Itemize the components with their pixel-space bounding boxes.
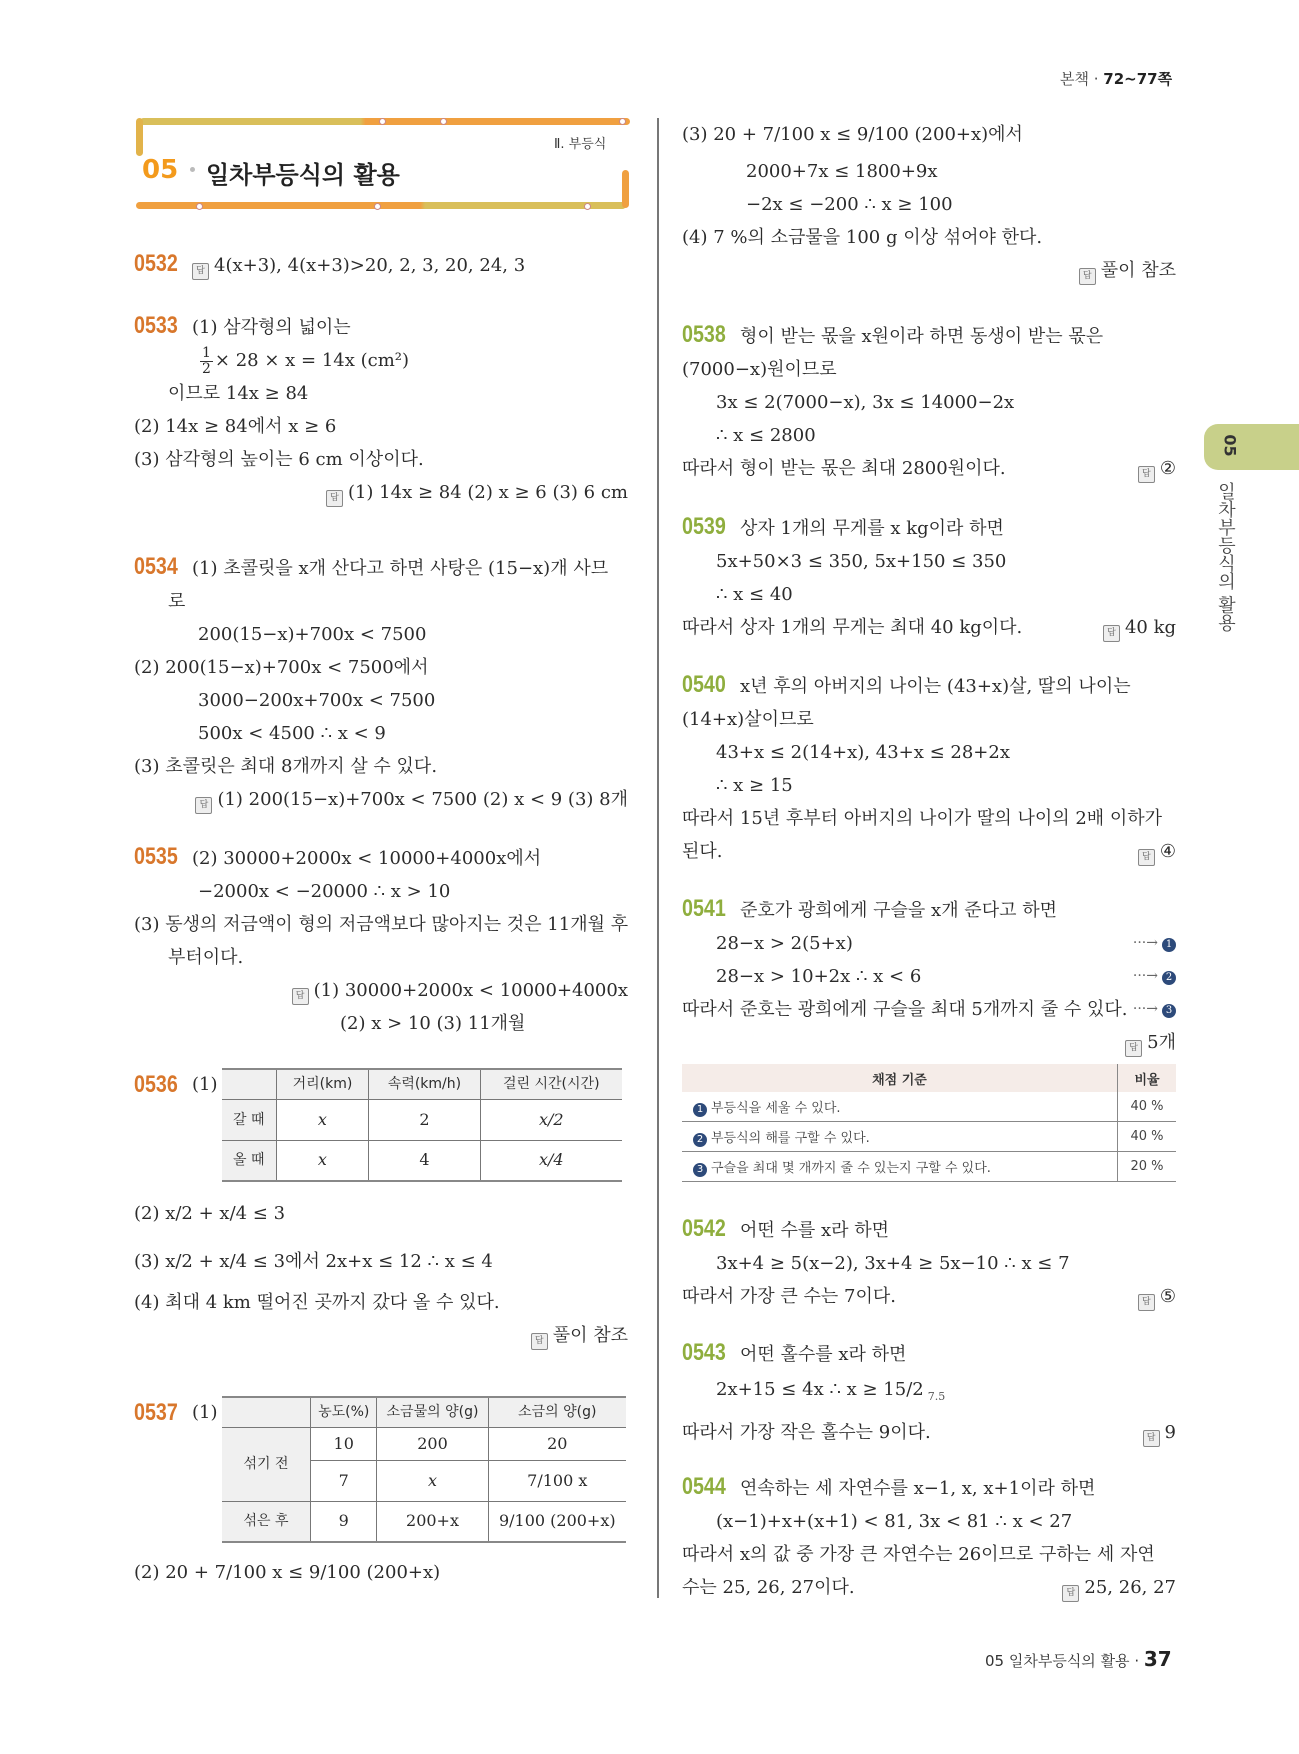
fraction-one-half: $\frac{1}{2}$ [202, 344, 211, 377]
table-cell: x/2 [538, 1109, 564, 1129]
solution-line: ∴ x ≤ 40 [716, 584, 793, 605]
banner-dot [619, 118, 626, 125]
banner-dot [584, 203, 591, 210]
rubric-criterion: 구슬을 최대 몇 개까지 줄 수 있는지 구할 수 있다. [711, 1160, 991, 1176]
answer-icon: 답 [1062, 1585, 1079, 1602]
answer-text: ⑤ [1159, 1286, 1176, 1307]
solution-line: 된다. [682, 841, 723, 862]
rubric-header-ratio: 비율 [1118, 1064, 1177, 1092]
problem-number: 0535 [134, 843, 178, 870]
solution-line: (3) x/2 + x/4 ≤ 3에서 2x+x ≤ 12 ∴ x ≤ 4 [134, 1251, 493, 1272]
solution-line: (1) 초콜릿을 x개 산다고 하면 사탕은 (15−x)개 사므 [192, 558, 609, 579]
step-marker-3 [1133, 993, 1176, 1026]
solution-line: 수는 25, 26, 27이다. [682, 1577, 855, 1598]
banner-dot [196, 203, 203, 210]
answer-text: 풀이 참조 [1100, 260, 1176, 281]
table-cell: 200+x [377, 1501, 488, 1542]
solution-line: (3) 삼각형의 높이는 6 cm 이상이다. [134, 449, 424, 470]
table-header: 속력(km/h) [369, 1069, 480, 1099]
table-header: 거리(km) [276, 1069, 369, 1099]
banner-dot [440, 118, 447, 125]
problem-0538 [682, 318, 1176, 485]
solution-line: (2) 14x ≥ 84에서 x ≥ 6 [134, 416, 337, 437]
book-ref-label: 본책 [1060, 70, 1089, 88]
solution-line: (7000−x)원이므로 [682, 359, 837, 380]
annotation-note: 7.5 [927, 1389, 946, 1403]
solution-line: 준호가 광희에게 구슬을 x개 준다고 하면 [740, 900, 1057, 921]
problem-0536 [134, 1068, 628, 1352]
solution-line: (x−1)+x+(x+1) < 81, 3x < 81 ∴ x < 27 [716, 1511, 1073, 1532]
answer-text: 9 [1164, 1421, 1176, 1443]
answer-icon: 답 [1138, 1294, 1155, 1311]
solution-line: (14+x)살이므로 [682, 709, 814, 730]
salt-water-table [222, 1396, 626, 1543]
banner-bar-bottom [136, 202, 626, 209]
arrow-icon: ···→ [1132, 1001, 1158, 1017]
part-label: (1) [192, 1074, 218, 1095]
problem-0542 [682, 1212, 1176, 1313]
rubric-criterion: 부등식을 세울 수 있다. [711, 1100, 841, 1116]
problem-number: 0544 [682, 1473, 726, 1500]
solution-line: 이므로 14x ≥ 84 [168, 383, 309, 404]
side-tab-number: 05 [1220, 434, 1240, 457]
chapter-separator-dot [190, 167, 195, 172]
table-cell: 4 [369, 1140, 480, 1181]
column-divider [657, 118, 659, 1598]
rubric-criterion: 부등식의 해를 구할 수 있다. [711, 1130, 870, 1146]
answer-text: (2) x > 10 (3) 11개월 [340, 1013, 526, 1034]
answer-icon: 답 [1138, 849, 1155, 866]
answer-icon: 답 [292, 988, 309, 1005]
table-header: 농도(%) [311, 1397, 377, 1427]
problem-0540 [682, 668, 1176, 868]
solution-line: 따라서 가장 작은 홀수는 9이다. [682, 1421, 931, 1443]
rubric-header-criteria: 채점 기준 [682, 1064, 1118, 1092]
problem-0535 [134, 840, 628, 1040]
table-cell: 9/100 (200+x) [488, 1501, 626, 1542]
problem-0534 [134, 550, 628, 816]
unit-label: Ⅱ. 부등식 [554, 137, 607, 152]
solution-line: 어떤 홀수를 x라 하면 [740, 1344, 907, 1365]
step-1-icon: 1 [1162, 938, 1176, 952]
solution-line: x년 후의 아버지의 나이는 (43+x)살, 딸의 나이는 [740, 676, 1131, 697]
solution-line: 5x+50×3 ≤ 350, 5x+150 ≤ 350 [716, 551, 1007, 572]
chapter-title: 일차부등식의 활용 [206, 161, 400, 189]
solution-line: (2) 30000+2000x < 10000+4000x에서 [192, 848, 542, 869]
banner-dot [374, 203, 381, 210]
solution-line: (2) 200(15−x)+700x < 7500에서 [134, 657, 429, 678]
chapter-banner [134, 115, 632, 211]
problem-number: 0536 [134, 1071, 178, 1098]
table-cell: 9 [311, 1501, 377, 1542]
speed-table [222, 1068, 622, 1182]
answer-text: (1) 200(15−x)+700x < 7500 (2) x < 9 (3) 8개 [217, 789, 628, 810]
table-row-label: 섞은 후 [222, 1501, 311, 1542]
solution-line: 로 [168, 591, 186, 612]
book-ref-pages: 72~77쪽 [1103, 70, 1173, 88]
grading-rubric-table [682, 1064, 1176, 1182]
solution-line: (3) 20 + 7/100 x ≤ 9/100 (200+x)에서 [682, 124, 1023, 145]
table-cell: x [427, 1470, 438, 1490]
answer-text: 5개 [1147, 1032, 1176, 1053]
footer-chapter: 05 일차부등식의 활용 [985, 1652, 1130, 1670]
table-cell: 10 [311, 1427, 377, 1460]
answer-icon: 답 [326, 490, 343, 507]
arrow-icon: ···→ [1132, 968, 1158, 984]
table-cell: 7/100 x [488, 1460, 626, 1501]
table-header: 소금의 양(g) [488, 1397, 626, 1427]
solution-line: (2) 20 + 7/100 x ≤ 9/100 (200+x) [134, 1562, 441, 1583]
solution-line: 따라서 가장 큰 수는 7이다. [682, 1286, 896, 1307]
step-marker-2 [1133, 960, 1176, 993]
solution-line: 28−x > 2(5+x) [716, 933, 853, 954]
problem-0543 [682, 1336, 1176, 1449]
problem-number: 0534 [134, 553, 178, 580]
solution-line: (3) 초콜릿은 최대 8개까지 살 수 있다. [134, 756, 438, 777]
rubric-ratio: 40 % [1118, 1122, 1177, 1152]
solution-line: ∴ x ≤ 2800 [716, 425, 816, 446]
answer-text: 4(x+3), 4(x+3)>20, 2, 3, 20, 24, 3 [214, 255, 526, 276]
table-cell: x/4 [538, 1150, 564, 1170]
table-cell: x [317, 1109, 327, 1129]
table-header [222, 1069, 276, 1099]
step-2-icon: 2 [1162, 971, 1176, 985]
problem-0532 [134, 247, 628, 282]
solution-line: 형이 받는 몫을 x원이라 하면 동생이 받는 몫은 [740, 326, 1104, 347]
table-header: 소금물의 양(g) [377, 1397, 488, 1427]
solution-line: 2000+7x ≤ 1800+9x [746, 161, 938, 182]
solution-line: × 28 × x = 14x (cm²) [214, 350, 410, 371]
chapter-number: 05 [142, 155, 179, 185]
solution-line: (4) 7 %의 소금물을 100 g 이상 섞어야 한다. [682, 227, 1043, 248]
answer-icon: 답 [1079, 268, 1096, 285]
table-cell: 7 [311, 1460, 377, 1501]
problem-number: 0539 [682, 513, 726, 540]
answer-text: ② [1159, 458, 1176, 479]
problem-0544 [682, 1470, 1176, 1604]
answer-text: (1) 14x ≥ 84 (2) x ≥ 6 (3) 6 cm [347, 482, 628, 503]
banner-bar-left [136, 118, 143, 156]
answer-text: ④ [1159, 841, 1176, 862]
solution-line: 따라서 형이 받는 몫은 최대 2800원이다. [682, 458, 1006, 479]
problem-number: 0542 [682, 1215, 726, 1242]
part-label: (1) [192, 1402, 218, 1423]
solution-line: (1) 삼각형의 넓이는 [192, 317, 351, 338]
problem-0541 [682, 892, 1176, 1059]
arrow-icon: ···→ [1132, 935, 1158, 951]
answer-icon: 답 [1138, 466, 1155, 483]
solution-line: 따라서 x의 값 중 가장 큰 자연수는 26이므로 구하는 세 자연 [682, 1544, 1155, 1565]
solution-line: 어떤 수를 x라 하면 [740, 1220, 890, 1241]
chapter-side-tab[interactable] [1204, 424, 1299, 470]
solution-line: −2000x < −20000 ∴ x > 10 [198, 881, 451, 902]
answer-text: 25, 26, 27 [1084, 1577, 1176, 1598]
solution-line: 3x+4 ≥ 5(x−2), 3x+4 ≥ 5x−10 ∴ x ≤ 7 [716, 1253, 1070, 1274]
table-row-label: 섞기 전 [222, 1427, 311, 1501]
answer-text: 40 kg [1124, 617, 1176, 638]
table-cell: 갈 때 [222, 1099, 276, 1140]
problem-0539 [682, 510, 1176, 644]
answer-icon: 답 [192, 263, 209, 280]
table-header: 걸린 시간(시간) [480, 1069, 622, 1099]
solution-line: 28−x > 10+2x ∴ x < 6 [716, 966, 922, 987]
table-cell: x [317, 1150, 327, 1170]
solution-line: 따라서 준호는 광희에게 구슬을 최대 5개까지 줄 수 있다. [682, 999, 1128, 1020]
problem-number: 0543 [682, 1339, 726, 1366]
answer-icon: 답 [1125, 1040, 1142, 1057]
solution-line: 부터이다. [168, 947, 244, 968]
answer-icon: 답 [1103, 625, 1120, 642]
problem-0533 [134, 309, 628, 509]
page-footer: 05 일차부등식의 활용 · 37 [985, 1647, 1172, 1671]
step-1-icon: 1 [693, 1103, 707, 1117]
solution-line: 따라서 15년 후부터 아버지의 나이가 딸의 나이의 2배 이하가 [682, 808, 1163, 829]
problem-number: 0532 [134, 250, 178, 277]
book-page-reference: 본책 · 72~77쪽 [1060, 70, 1173, 88]
step-marker-1 [1133, 927, 1176, 960]
step-2-icon: 2 [693, 1133, 707, 1147]
problem-number: 0540 [682, 671, 726, 698]
answer-icon: 답 [195, 797, 212, 814]
step-3-icon: 3 [1162, 1004, 1176, 1018]
solution-line: (3) 동생의 저금액이 형의 저금액보다 많아지는 것은 11개월 후 [134, 914, 629, 935]
rubric-ratio: 40 % [1118, 1092, 1177, 1122]
solution-line: 2x+15 ≤ 4x ∴ x ≥ 15/2 [716, 1379, 924, 1400]
solution-line: 따라서 상자 1개의 무게는 최대 40 kg이다. [682, 617, 1023, 638]
solution-line: (2) x/2 + x/4 ≤ 3 [134, 1203, 286, 1224]
problem-0537-continued [682, 115, 1176, 287]
problem-number: 0541 [682, 895, 726, 922]
table-cell: 200 [377, 1427, 488, 1460]
solution-line: 3000−200x+700x < 7500 [198, 690, 436, 711]
problem-number: 0537 [134, 1399, 178, 1426]
table-cell: 2 [369, 1099, 480, 1140]
solution-line: 200(15−x)+700x < 7500 [198, 624, 427, 645]
table-cell: 20 [488, 1427, 626, 1460]
solution-line: 43+x ≤ 2(14+x), 43+x ≤ 28+2x [716, 742, 1010, 763]
solution-line: 3x ≤ 2(7000−x), 3x ≤ 14000−2x [716, 392, 1015, 413]
solution-line: 500x < 4500 ∴ x < 9 [198, 723, 386, 744]
step-3-icon: 3 [693, 1163, 707, 1177]
banner-bar-right [622, 170, 629, 208]
solution-line: 상자 1개의 무게를 x kg이라 하면 [740, 518, 1004, 539]
solution-line: ∴ x ≥ 15 [716, 775, 793, 796]
problem-number: 0533 [134, 312, 178, 339]
solution-line: −2x ≤ −200 ∴ x ≥ 100 [746, 194, 953, 215]
solution-line: (4) 최대 4 km 떨어진 곳까지 갔다 올 수 있다. [134, 1292, 500, 1313]
answer-icon: 답 [531, 1333, 548, 1350]
answer-text: (1) 30000+2000x < 10000+4000x [313, 980, 628, 1001]
table-header [222, 1397, 311, 1427]
answer-icon: 답 [1143, 1430, 1160, 1447]
solution-line: 연속하는 세 자연수를 x−1, x, x+1이라 하면 [740, 1478, 1096, 1499]
answer-text: 풀이 참조 [552, 1325, 628, 1346]
problem-0537 [134, 1396, 628, 1595]
table-cell: 올 때 [222, 1140, 276, 1181]
banner-dot [379, 118, 386, 125]
problem-number: 0538 [682, 321, 726, 348]
side-tab-title: 일차부등식의 활용 [1215, 482, 1236, 632]
rubric-ratio: 20 % [1118, 1152, 1177, 1182]
page-number: 37 [1143, 1647, 1172, 1671]
